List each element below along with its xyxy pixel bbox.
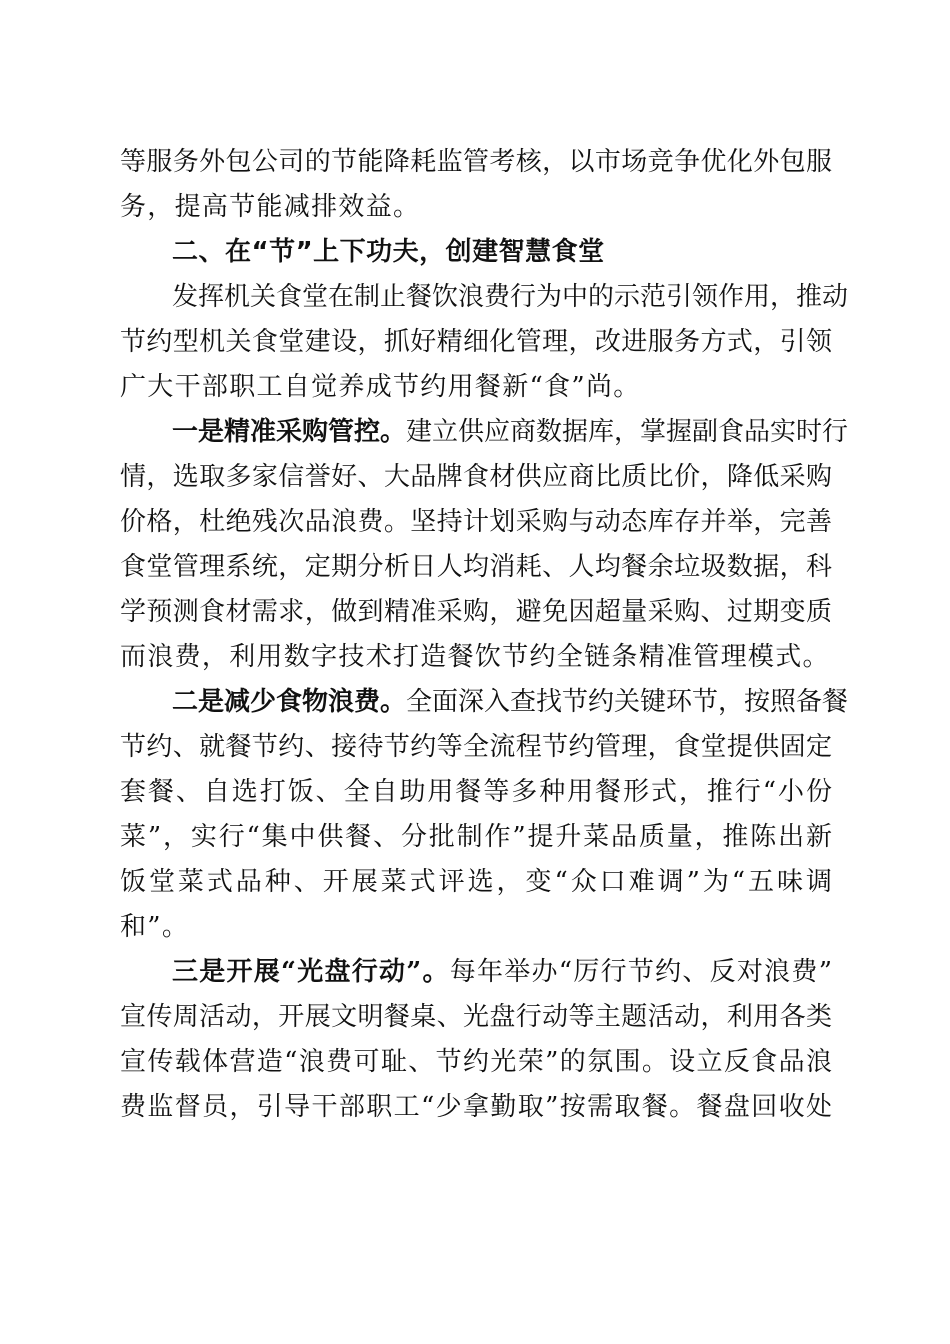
section-heading: 二、在“节”上下功夫，创建智慧食堂 xyxy=(172,237,605,267)
text-line: 宣传载体营造“浪费可耻、节约光荣”的氛围。设立反食品浪 xyxy=(120,1047,832,1077)
text-line xyxy=(172,680,849,725)
text-line: 饭堂菜式品种、开展菜式评选，变“众口难调”为“五味调 xyxy=(120,867,832,897)
text-line: 务，提高节能减排效益。 xyxy=(120,192,421,222)
text-line: 费监督员，引导干部职工“少拿勤取”按需取餐。餐盘回收处 xyxy=(120,1092,832,1122)
text-line: 广大干部职工自觉养成节约用餐新“食”尚。 xyxy=(120,372,641,402)
text-line: 套餐、自选打饭、全自助用餐等多种用餐形式，推行“小份 xyxy=(120,777,832,807)
text-line: 等服务外包公司的节能降耗监管考核，以市场竞争优化外包服 xyxy=(120,147,832,177)
paragraph-lead: 三是开展“光盘行动”。 xyxy=(172,957,450,987)
paragraph-lead: 一是精准采购管控。 xyxy=(172,417,407,447)
text-line: 节约型机关食堂建设，抓好精细化管理，改进服务方式，引领 xyxy=(120,327,832,357)
text-line: 食堂管理系统，定期分析日人均消耗、人均餐余垃圾数据，科 xyxy=(120,552,832,582)
paragraph-lead: 二是减少食物浪费。 xyxy=(172,687,407,717)
text-line: 而浪费，利用数字技术打造餐饮节约全链条精准管理模式。 xyxy=(120,642,830,672)
text-line: 发挥机关食堂在制止餐饮浪费行为中的示范引领作用，推动 xyxy=(172,282,849,312)
text-line-rest: 全面深入查找节约关键环节，按照备餐 xyxy=(406,687,849,717)
text-line: 菜”，实行“集中供餐、分批制作”提升菜品质量，推陈出新 xyxy=(120,822,832,852)
text-line xyxy=(172,410,849,455)
text-line-rest: 建立供应商数据库，掌握副食品实时行 xyxy=(406,417,849,447)
text-line xyxy=(172,950,832,995)
text-line: 宣传周活动，开展文明餐桌、光盘行动等主题活动，利用各类 xyxy=(120,1002,832,1032)
text-line: 学预测食材需求，做到精准采购，避免因超量采购、过期变质 xyxy=(120,597,832,627)
text-line: 价格，杜绝残次品浪费。坚持计划采购与动态库存并举，完善 xyxy=(120,507,832,537)
text-line: 节约、就餐节约、接待节约等全流程节约管理，食堂提供固定 xyxy=(120,732,832,762)
text-line: 和”。 xyxy=(120,912,190,942)
text-line: 情，选取多家信誉好、大品牌食材供应商比质比价，降低采购 xyxy=(120,462,832,492)
text-line-rest: 每年举办“厉行节约、反对浪费” xyxy=(449,957,832,987)
